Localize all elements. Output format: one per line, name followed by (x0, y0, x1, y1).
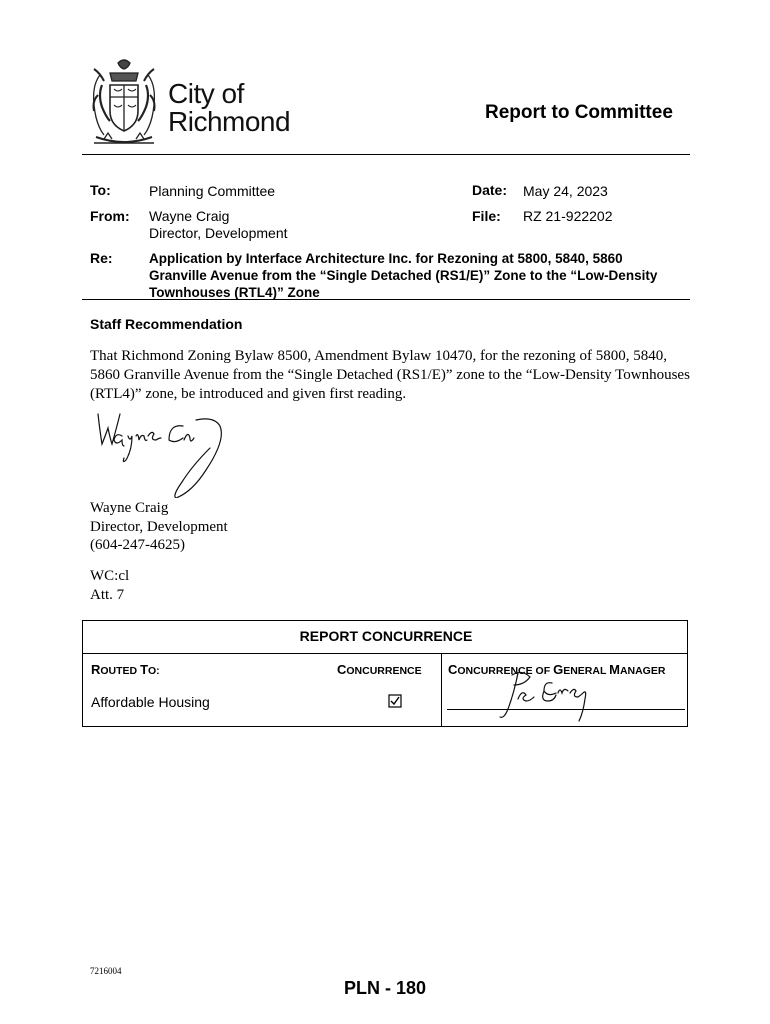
report-title: Report to Committee (485, 102, 673, 123)
re-label: Re: (90, 250, 113, 266)
file-label: File: (472, 208, 501, 224)
table-divider (83, 653, 687, 654)
table-column-divider (441, 653, 442, 726)
initials: WC:cl (90, 568, 130, 584)
routed-to-header: ROUTED TO: (91, 662, 160, 677)
signer-phone: (604-247-4625) (90, 537, 185, 553)
gm-concurrence-header: CONCURRENCE OF GENERAL MANAGER (448, 662, 666, 677)
date-value: May 24, 2023 (523, 183, 608, 199)
recommendation-text: That Richmond Zoning Bylaw 8500, Amendment Bylaw 10470, for the rezoning of 5800, 5840, 5860 Granville Avenue from the “Single Detached (RS1/E)” zone to the “Low-Density Townhouses (RTL4)” zone, be introduced and given first reading. (90, 348, 690, 402)
report-concurrence-table (82, 620, 688, 727)
from-title: Director, Development (149, 225, 288, 241)
subject-divider (82, 299, 690, 300)
concurrence-title: REPORT CONCURRENCE (299, 628, 473, 644)
reference-block (90, 567, 129, 604)
header-divider (82, 154, 690, 155)
document-number: 7216004 (90, 966, 122, 976)
re-subject: Application by Interface Architecture Inc. for Rezoning at 5800, 5840, 5860 Granville Avenue from the “Single Detached (RS1/E)” Zone to the “Low-Density Townhouses (RTL4)” Zone (149, 251, 658, 300)
attachments: Att. 7 (90, 586, 125, 603)
city-name-wordmark: City of Richmond (168, 78, 291, 137)
signer-title: Director, Development (90, 518, 228, 535)
date-label: Date: (472, 182, 508, 198)
signature-general-manager (488, 669, 618, 727)
file-value: RZ 21-922202 (523, 208, 613, 224)
from-label: From: (90, 208, 130, 224)
concurrence-header: CONCURRENCE (337, 662, 422, 677)
signer-name: Wayne Craig (90, 500, 169, 516)
staff-recommendation-heading: Staff Recommendation (90, 316, 243, 332)
to-value: Planning Committee (149, 183, 276, 199)
signature-wayne-craig (88, 406, 238, 498)
to-label: To: (90, 182, 111, 198)
signer-block (90, 499, 228, 555)
routed-to-value: Affordable Housing (91, 694, 210, 710)
from-name: Wayne Craig (149, 208, 230, 224)
city-crest-logo (88, 55, 160, 150)
page-number: PLN - 180 (343, 978, 427, 998)
checked-checkbox-icon (388, 694, 402, 708)
